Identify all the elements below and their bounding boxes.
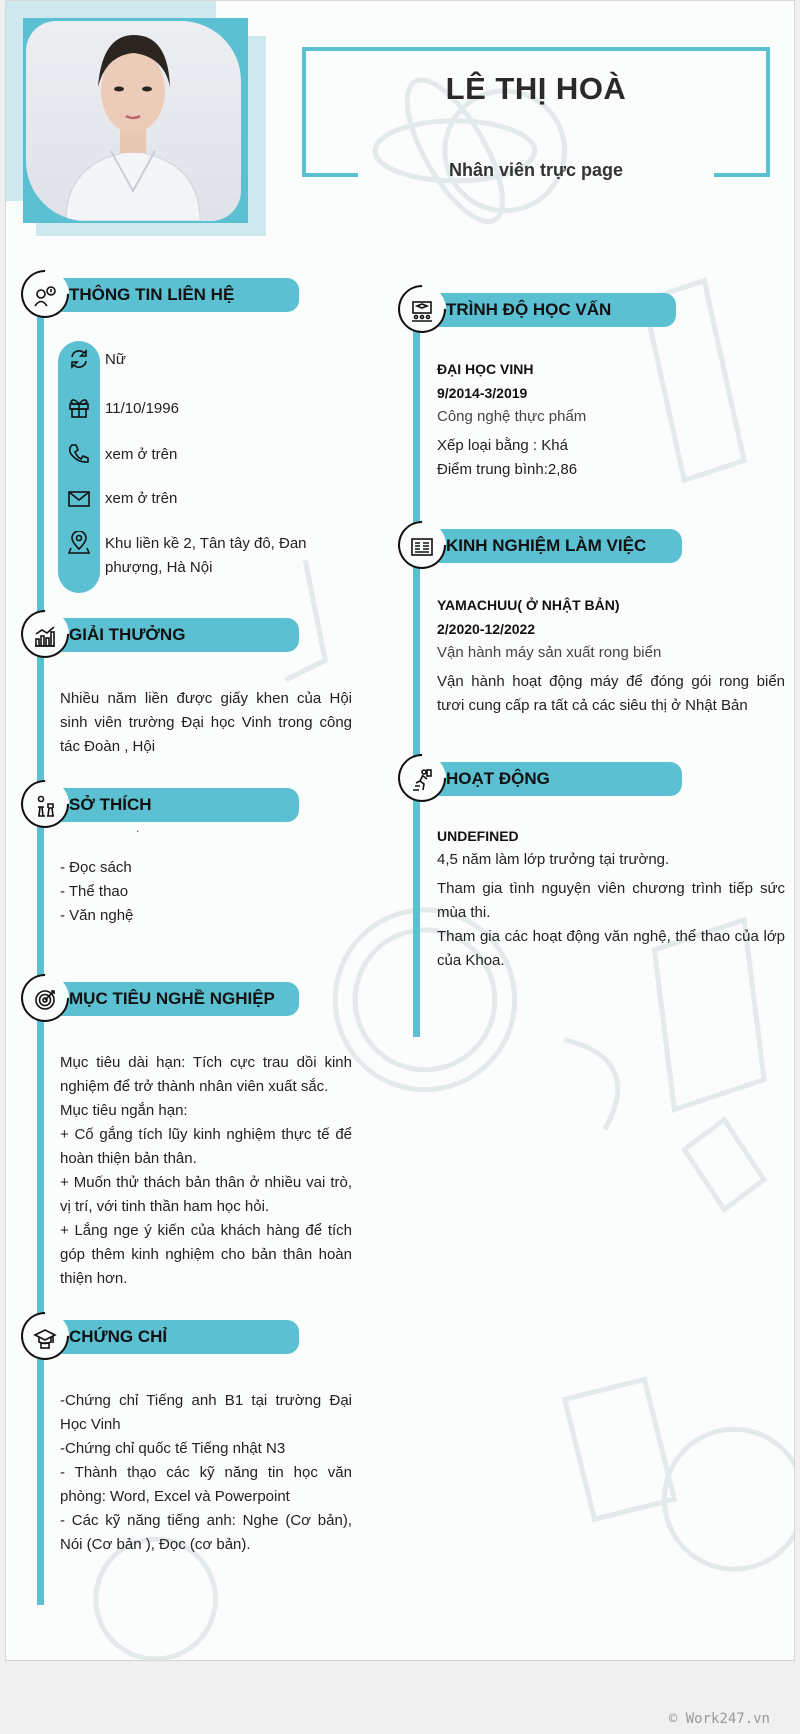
rank-text: Xếp loại bằng : Khá	[437, 437, 568, 454]
short-term-label: Mục tiêu ngắn hạn:	[60, 1102, 188, 1119]
phone-icon	[67, 442, 91, 466]
education-section-header	[398, 293, 678, 327]
long-term-goal: Mục tiêu dài hạn: Tích cực trau dồi kinh nghiệm để trở thành nhân viên xuất sắc.	[60, 1054, 352, 1095]
experience-body	[437, 593, 785, 718]
phone-text: xem ở trên	[105, 446, 178, 463]
activity-subtitle: 4,5 năm làm lớp trưởng tại trường.	[437, 851, 670, 868]
activities-icon	[410, 768, 434, 792]
hobbies-dot: .	[136, 821, 140, 835]
certificate-item: -Chứng chỉ Tiếng anh B1 tại trường Đại Học Vinh	[60, 1392, 352, 1433]
career-goal-heading: MỤC TIÊU NGHỀ NGHIỆP	[69, 989, 275, 1008]
hobby-item: - Văn nghệ	[60, 907, 134, 924]
hobbies-section-header	[21, 788, 299, 822]
gender-icon	[67, 347, 91, 371]
goal-item: + Cố gắng tích lũy kinh nghiệm thực tế để hoàn thiện bản thân.	[60, 1126, 352, 1167]
role-text: Vận hành máy sản xuất rong biển	[437, 644, 662, 661]
activity-item: Tham gia tình nguyện viên chương trình tiếp sức mùa thi.	[437, 880, 785, 921]
gift-icon	[67, 395, 91, 419]
mail-icon	[67, 487, 91, 511]
activities-section-header	[398, 762, 678, 796]
certificates-body	[60, 1389, 352, 1557]
cv-page	[5, 0, 795, 1661]
goal-item: + Lắng nge ý kiến của khách hàng để tích góp thêm kinh nghiệm cho bản thân hoàn thiện hơn.	[60, 1222, 352, 1287]
education-icon	[410, 299, 434, 323]
hobbies-heading: SỞ THÍCH	[69, 795, 152, 814]
experience-description: Vận hành hoạt động máy để đóng gói rong biển tươi cung cấp ra tất cả các siêu thị ở Nhật Bản	[437, 673, 785, 714]
activity-org: UNDEFINED	[437, 828, 519, 844]
company-name: YAMACHUU( Ở NHẬT BẢN)	[437, 597, 620, 613]
job-title: Nhân viên trực page	[448, 160, 624, 180]
activities-heading: HOẠT ĐỘNG	[446, 769, 550, 788]
name-box	[302, 47, 770, 180]
profile-photo	[26, 21, 241, 221]
left-timeline-line	[37, 293, 44, 1605]
watermark: © Work247.vn	[668, 1711, 770, 1727]
career-goal-section-header	[21, 982, 299, 1016]
certificates-heading: CHỨNG CHỈ	[69, 1327, 168, 1346]
candidate-name: LÊ THỊ HOÀ	[445, 71, 627, 106]
certificate-icon	[33, 1326, 57, 1350]
experience-icon	[410, 535, 434, 559]
hobby-item: - Đọc sách	[60, 859, 132, 876]
chess-icon	[33, 794, 57, 818]
email-text: xem ở trên	[105, 490, 178, 507]
awards-chart-icon	[33, 624, 57, 648]
contact-icon	[33, 284, 57, 308]
certificates-section-header	[21, 1320, 299, 1354]
experience-section-header	[398, 529, 678, 563]
certificate-item: - Các kỹ năng tiếng anh: Nghe (Cơ bản), Nói (Cơ bản ), Đọc (cơ bản).	[60, 1512, 352, 1553]
certificate-item: -Chứng chỉ quốc tế Tiếng nhật N3	[60, 1440, 286, 1457]
certificate-item: - Thành thạo các kỹ năng tin học văn phòng: Word, Excel và Powerpoint	[60, 1464, 352, 1505]
birthday-text: 11/10/1996	[105, 400, 179, 417]
contact-heading: THÔNG TIN LIÊN HỆ	[69, 285, 235, 304]
gender-text: Nữ	[105, 351, 126, 368]
experience-heading: KINH NGHIỆM LÀM VIỆC	[446, 536, 647, 555]
activity-item: Tham gia các hoạt động văn nghệ, thể thao của lớp của Khoa.	[437, 928, 785, 969]
school-name: ĐẠI HỌC VINH	[437, 361, 534, 377]
right-timeline-line	[413, 307, 420, 1037]
contact-icon-strip	[58, 341, 100, 593]
address-text: Khu liền kề 2, Tân tây đô, Đan phượng, Hà Nội	[105, 535, 307, 576]
education-heading: TRÌNH ĐỘ HỌC VẤN	[446, 300, 612, 319]
goal-item: + Muốn thử thách bản thân ở nhiều vai trò, vị trí, với tinh thần ham học hỏi.	[60, 1174, 352, 1215]
awards-text: Nhiều năm liền được giấy khen của Hội sinh viên trường Đại học Vinh trong công tác Đoàn , Hội	[60, 690, 352, 755]
target-icon	[33, 988, 57, 1012]
activities-body	[437, 824, 785, 973]
education-body	[437, 357, 777, 482]
hobby-item: - Thể thao	[60, 883, 129, 900]
experience-period: 2/2020-12/2022	[437, 621, 536, 637]
gpa-text: Điểm trung bình:2,86	[437, 461, 578, 478]
major-text: Công nghệ thực phẩm	[437, 408, 587, 425]
location-icon	[67, 531, 91, 555]
career-goal-body	[60, 1051, 352, 1291]
education-period: 9/2014-3/2019	[437, 385, 528, 401]
awards-heading: GIẢI THƯỞNG	[69, 625, 186, 644]
contact-section-header	[21, 278, 299, 312]
awards-section-header	[21, 618, 299, 652]
